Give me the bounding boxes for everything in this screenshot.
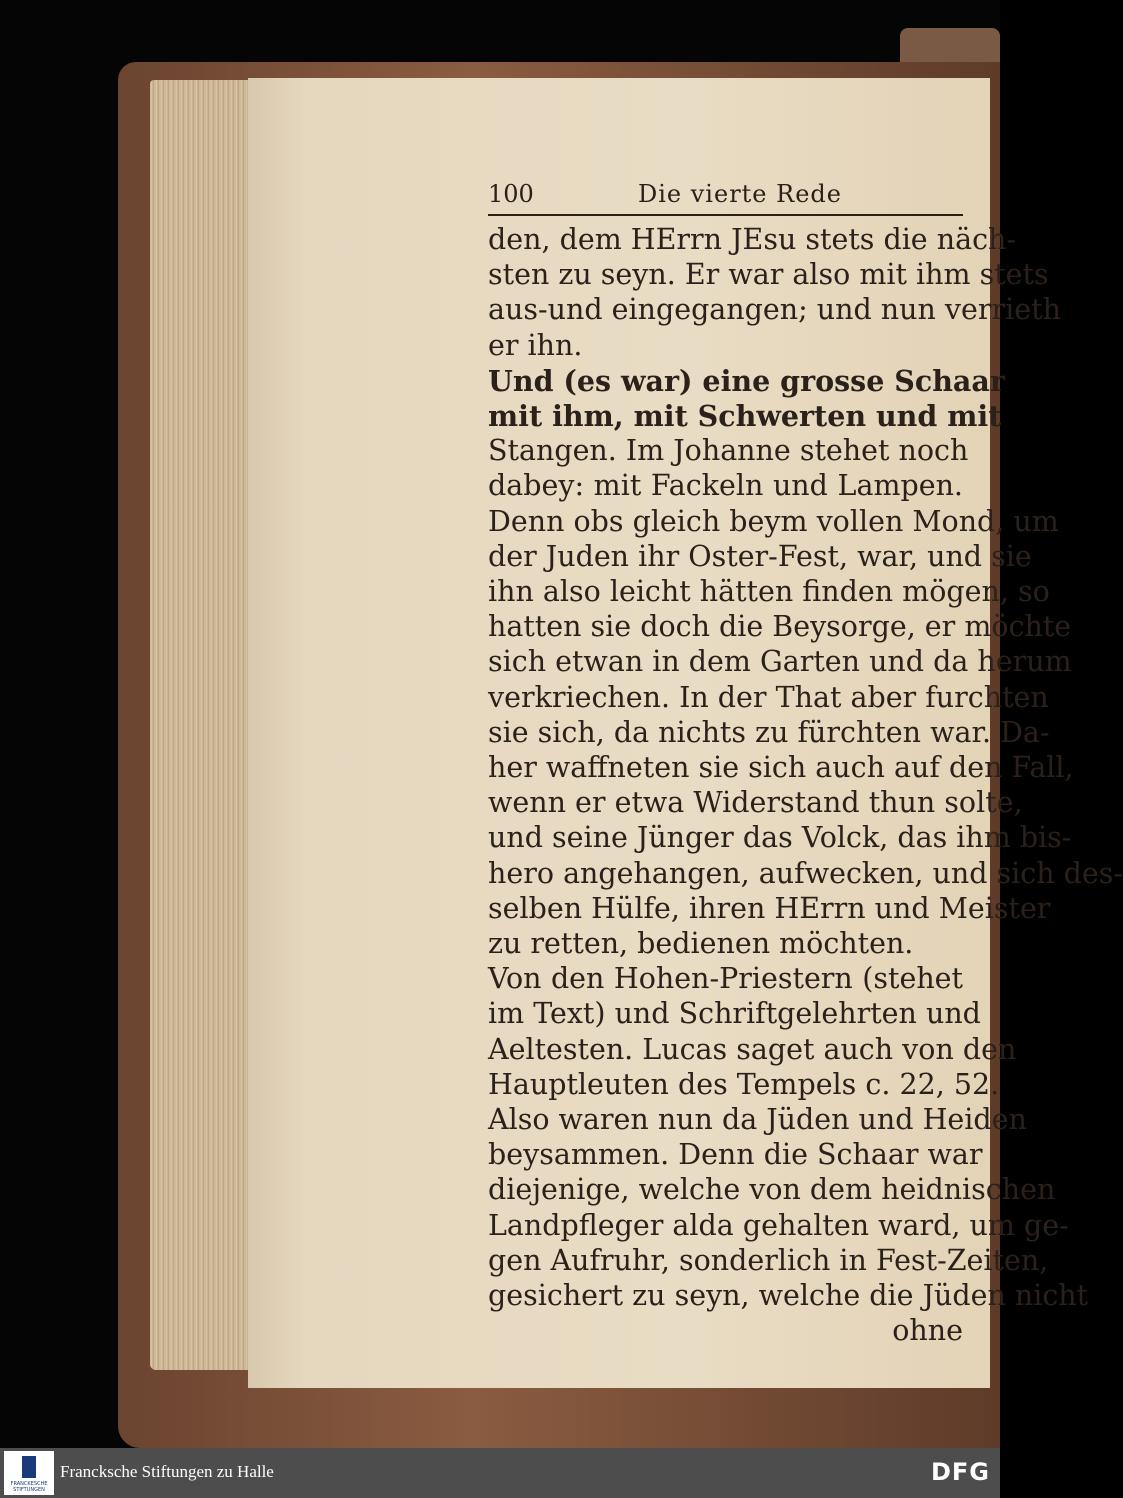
page-edges xyxy=(150,80,250,1370)
text-line: wenn er etwa Widerstand thun solte, xyxy=(488,786,1023,820)
viewer-footer xyxy=(0,1448,1000,1498)
text-line: und seine Jünger das Volck, das ihm bis- xyxy=(488,821,1072,855)
text-line: hatten sie doch die Beysorge, er möchte xyxy=(488,610,1072,644)
institution-logo[interactable] xyxy=(4,1451,54,1495)
text-line: sich etwan in dem Garten und da herum xyxy=(488,645,1072,679)
text-line: Landpfleger alda gehalten ward, um ge- xyxy=(488,1208,1069,1242)
text-line: Und (es war) eine grosse Schaar xyxy=(488,363,1005,398)
text-line: aus-und eingegangen; und nun verrieth xyxy=(488,293,1061,327)
text-line: sten zu seyn. Er war also mit ihm stets xyxy=(488,258,1049,292)
building-icon xyxy=(22,1456,36,1478)
text-line: Denn obs gleich beym vollen Mond, um xyxy=(488,504,1059,538)
text-line: Von den Hohen-Priestern (stehet xyxy=(488,962,963,996)
text-line: hero angehangen, aufwecken, und sich des- xyxy=(488,856,1123,890)
text-line: gen Aufruhr, sonderlich in Fest-Zeiten, xyxy=(488,1243,1049,1277)
text-line: der Juden ihr Oster-Fest, war, und sie xyxy=(488,539,1032,573)
running-head: Die vierte Rede xyxy=(638,180,842,208)
text-line: ihn also leicht hätten finden mögen, so xyxy=(488,575,1050,608)
text-line: den, dem HErrn JEsu stets die näch- xyxy=(488,223,1017,256)
text-line: Hauptleuten des Tempels c. 22, 52. xyxy=(488,1067,1000,1101)
text-line: mit ihm, mit Schwerten und mit xyxy=(488,399,1002,433)
text-line: diejenige, welche von dem heidnischen xyxy=(488,1173,1056,1207)
page-header xyxy=(488,180,963,216)
dfg-logo[interactable]: DFG xyxy=(930,1458,990,1486)
text-line: verkriechen. In der That aber furchten xyxy=(488,680,1049,714)
text-line: selben Hülfe, ihren HErrn und Meister xyxy=(488,891,1051,925)
logo-label: FRANCKESCHE STIFTUNGEN xyxy=(10,1481,48,1493)
text-line: beysammen. Denn die Schaar war xyxy=(488,1138,983,1172)
text-line: Stangen. Im Johanne stehet noch xyxy=(488,434,969,468)
text-line: gesichert zu seyn, welche die Jüden nicht xyxy=(488,1279,1089,1312)
text-line: im Text) und Schriftgelehrten und xyxy=(488,997,981,1031)
text-line: er ihn. xyxy=(488,328,583,362)
text-line: dabey: mit Fackeln und Lampen. xyxy=(488,469,963,503)
text-line: sie sich, da nichts zu fürchten war. Da- xyxy=(488,715,1050,749)
text-line: zu retten, bedienen möchten. xyxy=(488,927,914,960)
text-line: Also waren nun da Jüden und Heiden xyxy=(488,1103,1027,1136)
text-line: Aeltesten. Lucas saget auch von den xyxy=(488,1032,1017,1066)
text-line: ohne xyxy=(892,1314,963,1348)
text-line: her waffneten sie sich auch auf den Fall, xyxy=(488,751,1074,784)
institution-name[interactable]: Francksche Stiftungen zu Halle xyxy=(60,1462,274,1481)
page-number: 100 xyxy=(488,180,534,208)
